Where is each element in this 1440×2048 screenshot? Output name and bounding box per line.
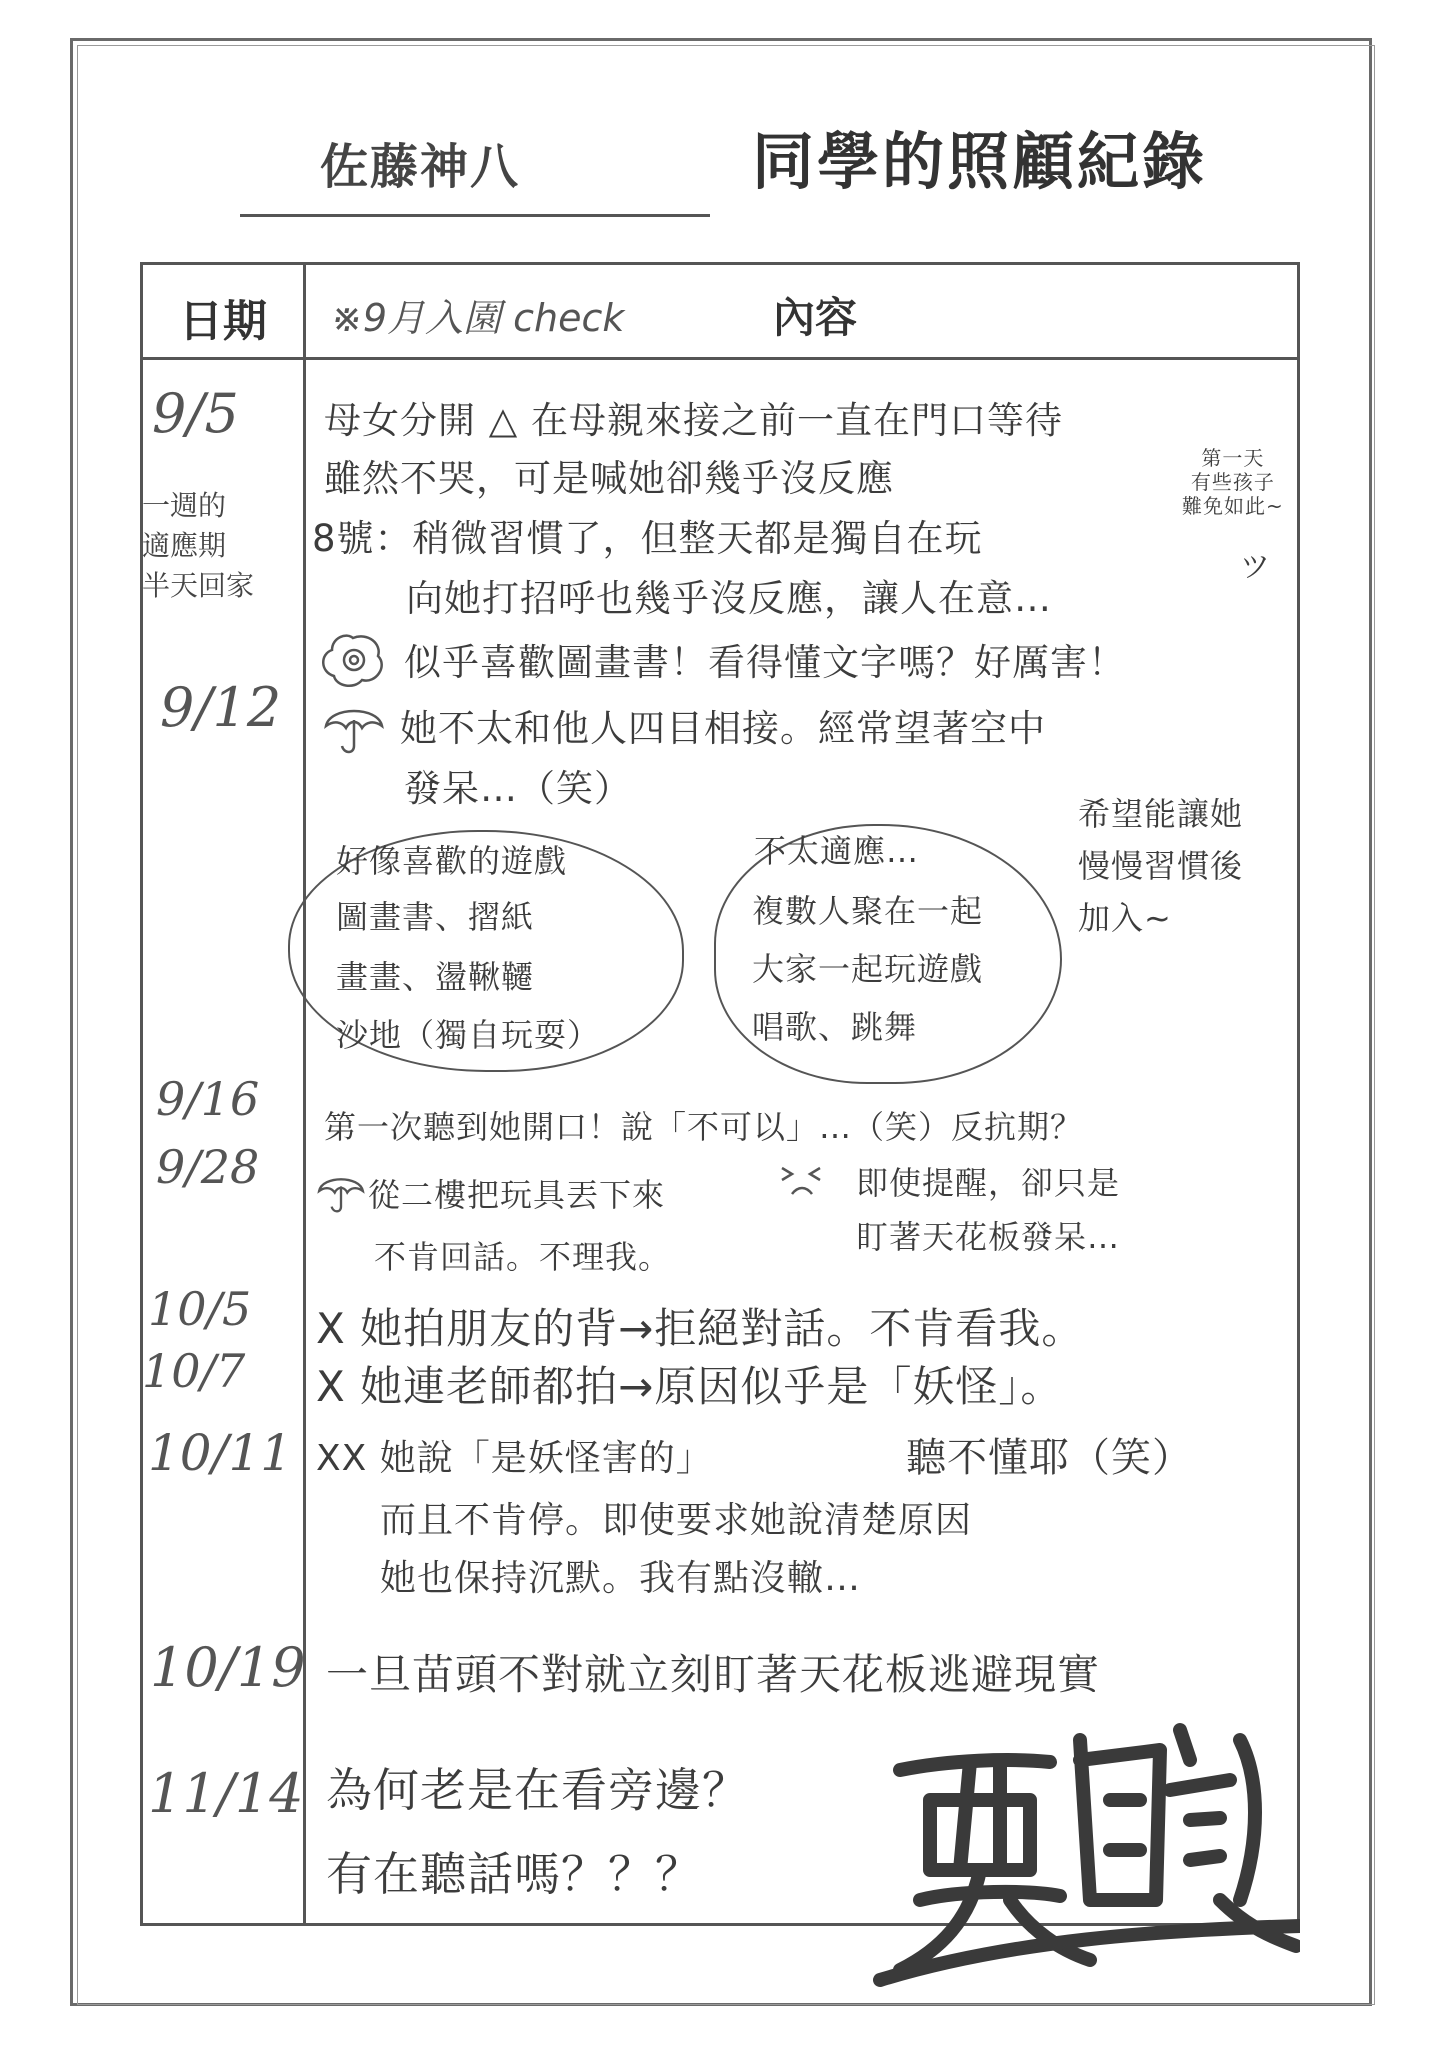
likes-item: 圖畫書、摺紙 — [336, 898, 535, 936]
likes-item: 畫畫、盪鞦韆 — [336, 958, 535, 996]
dislikes-title: 不太適應… — [754, 832, 920, 870]
entry-line: 她也保持沉默。我有點沒轍… — [380, 1558, 862, 1599]
likes-title: 好像喜歡的遊戲 — [336, 842, 568, 880]
entry-line: 有在聽話嗎？？？ — [326, 1847, 702, 1901]
entry-line: 8號：稍微習慣了，但整天都是獨自在玩 — [312, 517, 983, 560]
date-entry: 9/5 — [152, 382, 239, 445]
date-entry: 10/19 — [150, 1636, 306, 1699]
entry-line: 即使提醒，卻只是 — [856, 1164, 1121, 1202]
entry-line: 盯著天花板發呆… — [856, 1218, 1121, 1256]
entry-line: 雖然不哭，可是喊她卻幾乎沒反應 — [324, 457, 894, 500]
page-title: 同學的照顧紀錄 — [752, 125, 1208, 198]
worried-face-icon — [778, 1162, 824, 1206]
date-entry: 9/12 — [160, 676, 282, 739]
entry-line: 第一次聽到她開口！說「不可以」…（笑）反抗期？ — [324, 1108, 1084, 1146]
date-entry: 10/5 — [148, 1282, 252, 1336]
name-underline — [240, 214, 710, 217]
entry-line: X 她連老師都拍→原因似乎是「妖怪」。 — [316, 1362, 1064, 1411]
date-entry: 10/11 — [148, 1424, 293, 1482]
entry-line: 向她打招呼也幾乎沒反應，讓人在意… — [406, 577, 1052, 620]
adaptation-note: 一週的 適應期 半天回家 — [142, 489, 255, 602]
entry-line: X 她拍朋友的背→拒絕對話。不肯看我。 — [316, 1304, 1085, 1353]
entry-line: 似乎喜歡圖畫書！看得懂文字嗎？好厲害！ — [404, 641, 1126, 684]
date-entry: 10/7 — [142, 1344, 246, 1398]
entry-line: 不肯回話。不理我。 — [374, 1238, 672, 1276]
hope-note: 希望能讓她 慢慢習慣後 加入~ — [1078, 795, 1244, 937]
entry-line: 從二樓把玩具丟下來 — [368, 1176, 666, 1214]
entry-line: XX 她說「是妖怪害的」 — [316, 1438, 713, 1479]
interview-needed-stamp — [860, 1700, 1300, 1990]
header-divider — [143, 357, 1297, 360]
entry-line: 一旦苗頭不對就立刻盯著天花板逃避現實 — [326, 1650, 1101, 1699]
column-header-note: ※9月入園 check — [331, 296, 625, 340]
dislikes-item: 唱歌、跳舞 — [752, 1008, 918, 1046]
likes-item: 沙地（獨自玩耍） — [336, 1016, 601, 1054]
entry-line: 而且不肯停。即使要求她說清楚原因 — [380, 1500, 973, 1541]
entry-line: 發呆…（笑） — [404, 767, 632, 810]
entry-line: 聽不懂耶（笑） — [906, 1435, 1193, 1481]
umbrella-icon — [322, 696, 386, 760]
date-entry: 9/16 — [156, 1072, 260, 1126]
dislikes-item: 複數人聚在一起 — [752, 892, 984, 930]
umbrella-icon — [316, 1166, 366, 1220]
entry-line: 母女分開 △ 在母親來接之前一直在門口等待 — [324, 399, 1063, 442]
date-entry: 9/28 — [156, 1140, 260, 1194]
margin-note: 第一天 有些孩子 難免如此~ — [1182, 446, 1284, 518]
date-entry: 11/14 — [148, 1762, 304, 1825]
flower-icon — [318, 630, 388, 694]
smile-face: ツ — [1240, 550, 1271, 585]
student-name: 佐藤神八 — [320, 139, 521, 195]
entry-line: 為何老是在看旁邊？ — [326, 1763, 749, 1817]
entry-line: 她不太和他人四目相接。經常望著空中 — [400, 707, 1046, 750]
column-header-date: 日期 — [179, 296, 267, 347]
column-header-content: 內容 — [773, 293, 858, 342]
dislikes-item: 大家一起玩遊戲 — [752, 950, 984, 988]
